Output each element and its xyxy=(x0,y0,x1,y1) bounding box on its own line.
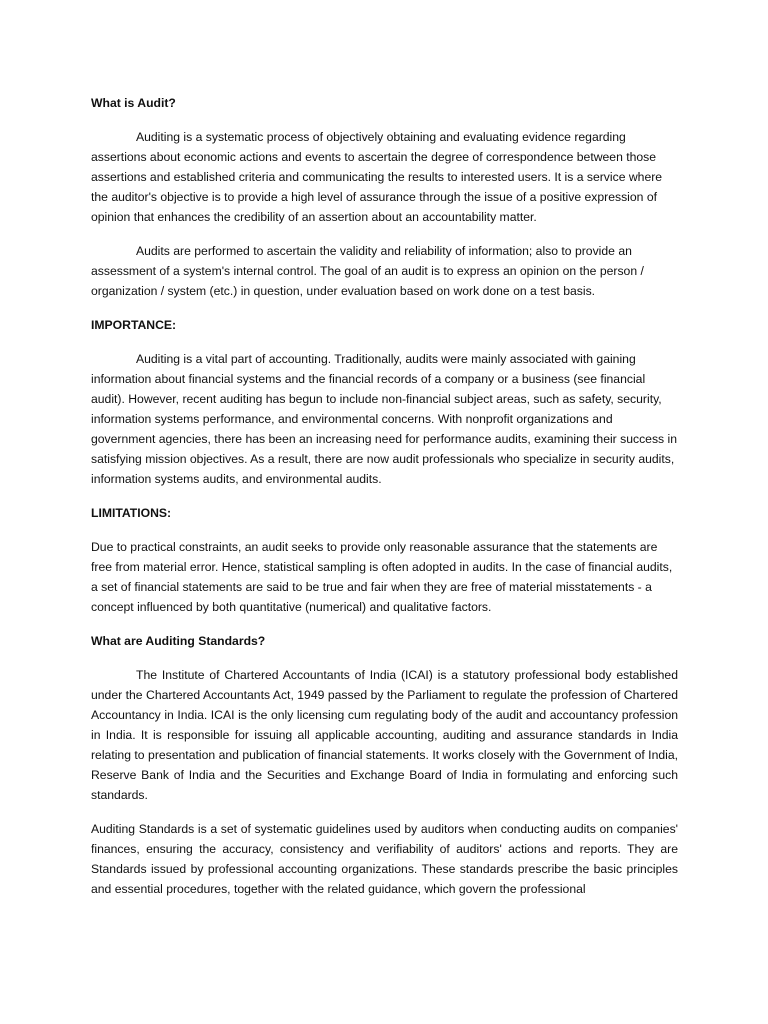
paragraph-auditing-standards: Auditing Standards is a set of systematic guidelines used by auditors when conducting audits on companies' finances, ensuring the accuracy, consistency and verifiability of auditors' actions and reports. They are Standards issued by professional accounting organizations. These standards prescribe the basic principles and essential procedures, together with the related guidance, which govern the professional xyxy=(91,822,678,896)
paragraph-limitations: Due to practical constraints, an audit seeks to provide only reasonable assurance that the statements are free from material error. Hence, statistical sampling is often adopted in audits. In the case of financial audits, a set of financial statements are said to be true and fair when they are free of material misstatements - a concept influenced by both quantitative (numerical) and qualitative factors. xyxy=(91,540,673,614)
paragraph-importance: Auditing is a vital part of accounting. Traditionally, audits were mainly associated with gaining information about financial systems and the financial records of a company or a business (see financial audit). However, recent auditing has begun to include non-financial subject areas, such as safety, security, information systems performance, and environmental concerns. With nonprofit organizations and government agencies, there has been an increasing need for performance audits, examining their success in satisfying mission objectives. As a result, there are now audit professionals who specialize in security audits, information systems audits, and environmental audits. xyxy=(91,352,678,486)
paragraph-audit-purpose: Audits are performed to ascertain the validity and reliability of information; also to provide an assessment of a system's internal control. The goal of an audit is to express an opinion on the person / organization / system (etc.) in question, under evaluation based on work done on a test basis. xyxy=(91,244,644,298)
heading-what-is-audit: What is Audit? xyxy=(91,96,176,110)
paragraph-audit-definition: Auditing is a systematic process of objectively obtaining and evaluating evidence regarding assertions about economic actions and events to ascertain the degree of correspondence between those assertions and established criteria and communicating the results to interested users. It is a service where the auditor's objective is to provide a high level of assurance through the issue of a positive expression of opinion that enhances the credibility of an assertion about an accountability matter. xyxy=(91,130,663,224)
paragraph-icai: The Institute of Chartered Accountants of India (ICAI) is a statutory professional body established under the Chartered Accountants Act, 1949 passed by the Parliament to regulate the profession of Chartered Accountancy in India. ICAI is the only licensing cum regulating body of the audit and accountancy profession in India. It is responsible for issuing all applicable accounting, auditing and assurance standards in India relating to presentation and publication of financial statements. It works closely with the Government of India, Reserve Bank of India and the Securities and Exchange Board of India in formulating and enforcing such standards. xyxy=(91,668,678,802)
heading-importance: IMPORTANCE: xyxy=(91,318,177,332)
heading-auditing-standards: What are Auditing Standards? xyxy=(91,634,266,648)
heading-limitations: LIMITATIONS: xyxy=(91,506,172,520)
